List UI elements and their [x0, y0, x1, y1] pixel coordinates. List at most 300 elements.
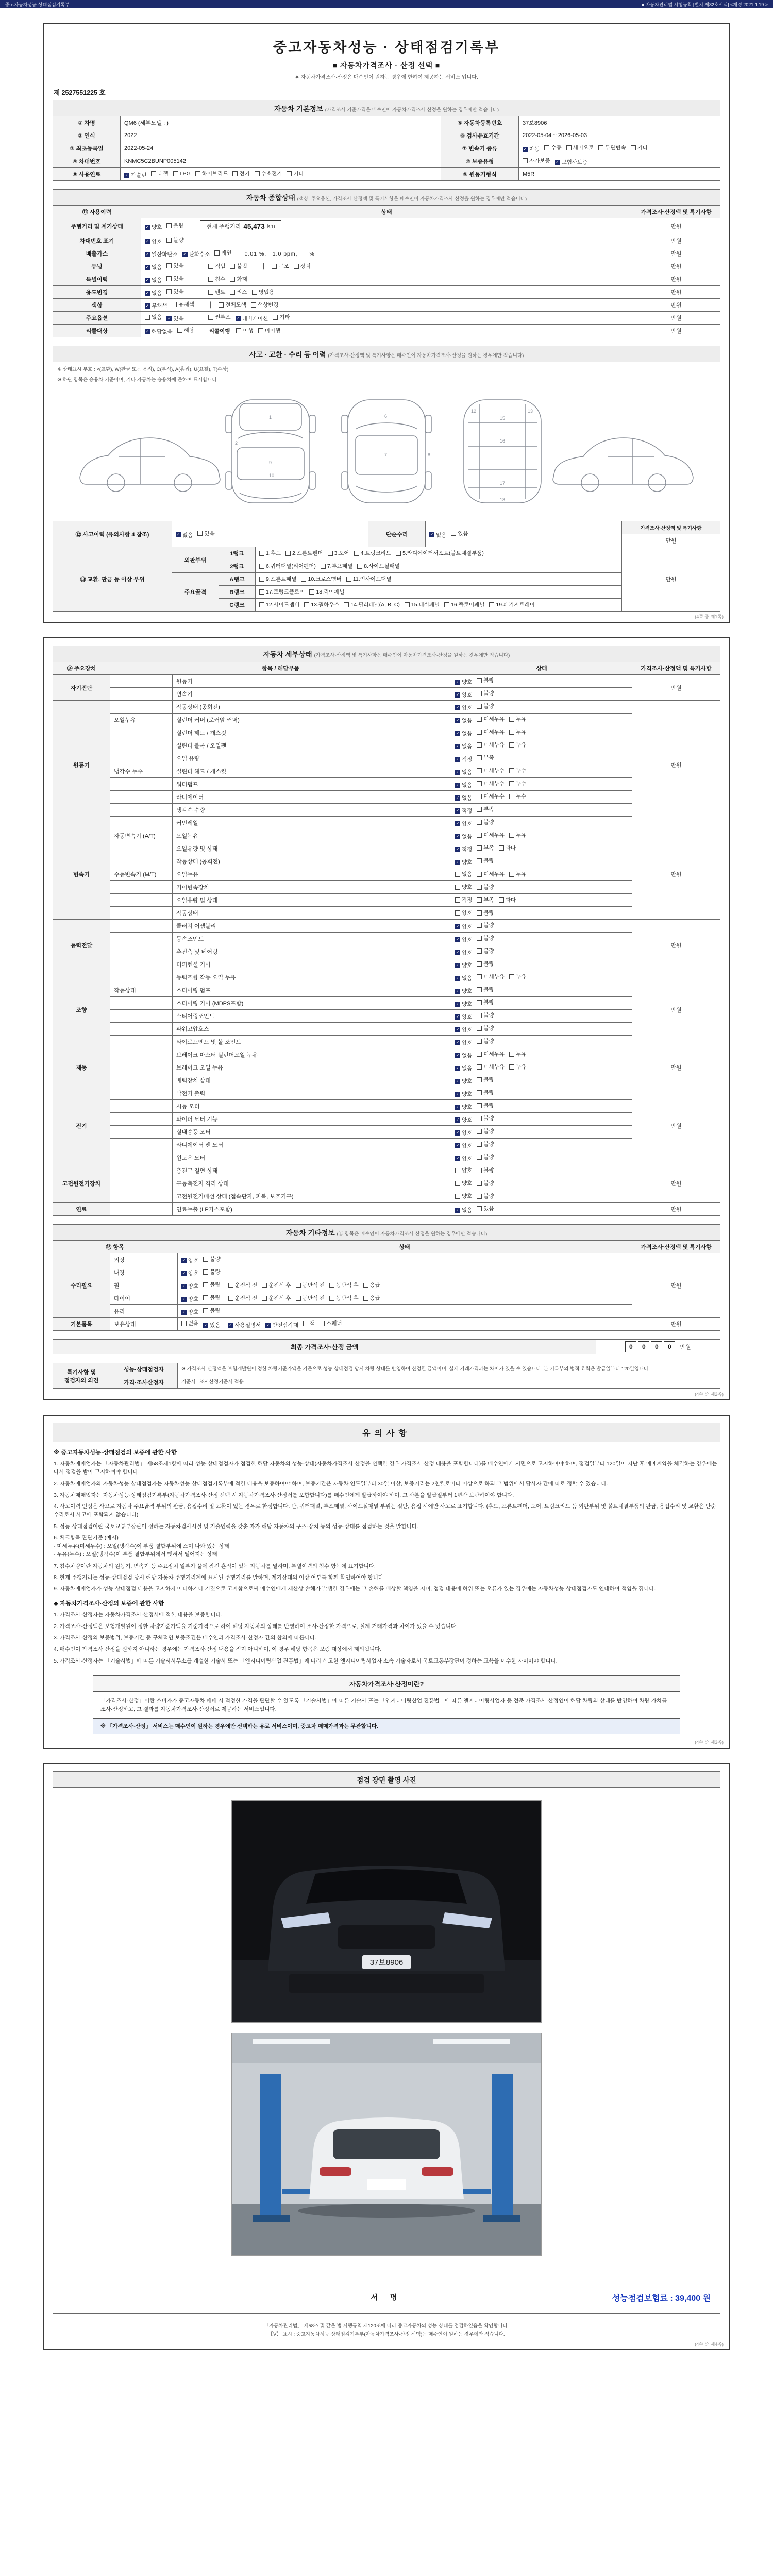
item-state	[178, 1318, 632, 1330]
checkbox-label: 8.사이드실패널	[364, 563, 400, 570]
checkbox-label: 불량	[483, 948, 494, 954]
checkbox-label: 없음	[462, 782, 473, 788]
checkbox	[145, 239, 150, 244]
device-name: 동력전달	[53, 920, 110, 971]
item-group	[110, 1126, 172, 1138]
final-price-label: 최종 가격조사·산정 금액	[53, 1340, 596, 1354]
checkbox-option	[455, 923, 472, 930]
checkbox-label: 12.사이드멤버	[266, 602, 300, 608]
checkbox-label: 이행	[243, 328, 254, 334]
divider: │	[262, 263, 266, 269]
checkbox-label: 1.후드	[266, 550, 281, 557]
checkbox	[477, 678, 482, 683]
checkbox-option	[182, 250, 210, 258]
checkbox-option	[181, 1295, 198, 1303]
item-label: 발전기 출력	[173, 1087, 451, 1099]
checkbox	[203, 1257, 208, 1262]
item-group	[110, 958, 172, 971]
checkbox-option	[455, 820, 472, 827]
device-item-row	[110, 894, 632, 906]
checkbox-option	[477, 1179, 494, 1187]
device-item-row	[110, 1074, 632, 1087]
state-options	[208, 262, 252, 270]
item-label: 디퍼렌셜 기어	[173, 958, 451, 971]
checkbox-option	[236, 315, 268, 323]
item-label: 오일유량 및 상태	[173, 842, 451, 855]
checkbox	[455, 1066, 460, 1071]
checkbox-label: 양호	[462, 1167, 473, 1174]
checkbox-option	[258, 327, 280, 334]
checkbox	[166, 238, 172, 243]
checkbox-option	[232, 170, 249, 177]
checkbox-label: 색상변경	[258, 302, 279, 309]
checkbox-label: 누유	[515, 974, 527, 980]
item-group	[110, 1036, 172, 1048]
item-label: 휠	[110, 1279, 177, 1292]
checkbox	[455, 821, 460, 826]
notice-item: 9. 자동차매매업자가 성능·상태점검 내용을 고지하지 아니하거나 거짓으로 고지함으로써 매수인에게 재산상 손해가 발생한 경우에는 그 손해를 배상할 책임을 지며, 점검 내용에 허위 또는 오류가 있는 경우에는 자동차성능·상태점검자도 연대하여 책임을 집니다.	[54, 1586, 656, 1592]
checkbox-label: 미세누유	[483, 1064, 505, 1070]
footer-line-1: 「자동차관리법」 제58조 및 같은 법 시행규칙 제120조에 따라 중고자동차의 성능·상태를 점검하였음을 확인합니다.	[264, 2323, 509, 2329]
column-header: 항목 / 해당부품	[110, 662, 451, 674]
device-section-row	[53, 701, 720, 829]
checkbox	[296, 1296, 301, 1301]
device-item-row	[110, 714, 632, 726]
svg-text:18: 18	[500, 497, 506, 502]
checkbox-option	[477, 934, 494, 942]
item-state	[451, 933, 632, 945]
checkbox-option	[301, 575, 341, 583]
rank-label: B랭크	[219, 586, 255, 598]
checkbox	[477, 730, 482, 735]
svg-text:6: 6	[384, 414, 388, 419]
field-label: ⑨ 원동기형식	[441, 168, 518, 180]
checkbox-option	[166, 222, 183, 229]
checkbox-label: 불량	[483, 1012, 494, 1019]
state-options	[208, 313, 294, 323]
checkbox-option	[455, 807, 472, 815]
checkbox-label: 7.루프패널	[327, 563, 353, 570]
checkbox-label: 해당	[183, 327, 194, 333]
device-name: 조향	[53, 971, 110, 1048]
item-state	[451, 675, 632, 687]
checkbox-option	[287, 170, 304, 177]
checkbox-label: 10.크로스멤버	[308, 576, 342, 583]
checkbox	[477, 807, 482, 812]
column-header: ⑭ 주요장치	[53, 662, 110, 674]
item-state	[451, 1126, 632, 1138]
price-cell: 만원	[632, 971, 720, 1048]
car-damage-diagram	[67, 387, 706, 516]
checkbox-option	[477, 1037, 494, 1045]
column-header: 가격조사·산정액 및 특기사항	[632, 662, 720, 674]
checkbox	[455, 1181, 460, 1186]
checkbox-label: 미세누유	[483, 1051, 505, 1057]
page-4-block	[43, 1763, 730, 2350]
pricing-info-box	[93, 1675, 680, 1735]
checkbox	[477, 936, 482, 941]
checkbox-label: 6.쿼터패널(리어펜더)	[266, 563, 316, 570]
checkbox-option	[177, 326, 194, 334]
checkbox	[363, 1296, 368, 1301]
rank-items	[256, 599, 621, 611]
checkbox	[455, 860, 460, 865]
checkbox-option	[477, 754, 494, 761]
row-state	[141, 234, 632, 247]
checkbox	[272, 264, 277, 269]
price-digit: 0	[651, 1341, 662, 1352]
column-header: 상태	[177, 1241, 632, 1253]
checkbox-option	[455, 1192, 472, 1200]
checkbox	[219, 302, 224, 308]
field-label: ⑩ 보증유형	[441, 155, 518, 167]
checkbox	[455, 744, 460, 749]
checkbox-option	[203, 1321, 220, 1329]
device-item-row	[110, 1087, 632, 1099]
checkbox-label: 불량	[483, 1193, 494, 1200]
checkbox-label: 19.패키지트레이	[496, 602, 535, 608]
checkbox	[176, 532, 181, 537]
checkbox-label: 양호	[462, 937, 473, 943]
item-state	[451, 726, 632, 739]
checkbox	[477, 742, 482, 748]
section-note-basic: (가격조사 기준가격은 매수인이 자동차가격조사·산정을 원하는 경우에만 적습니다)	[325, 107, 499, 113]
checkbox-option	[566, 144, 594, 151]
checkbox-label: 운전석 후	[268, 1295, 291, 1302]
section-title-etc: 자동차 기타정보	[285, 1229, 335, 1237]
checkbox	[203, 1323, 208, 1328]
item-state	[451, 958, 632, 971]
checkbox-label: 없음	[182, 532, 193, 538]
checkbox	[455, 937, 460, 942]
device-item-row	[110, 971, 632, 984]
checkbox	[455, 897, 460, 903]
checkbox-label: 양호	[462, 962, 473, 969]
checkbox-label: 부족	[483, 897, 494, 904]
checkbox-option	[176, 531, 193, 539]
checkbox-option	[477, 1127, 494, 1135]
device-item-row	[110, 933, 632, 945]
checkbox-label: 기타	[637, 145, 648, 151]
checkbox-option	[455, 1064, 472, 1072]
price-cell: 만원	[632, 701, 720, 829]
checkbox	[509, 768, 514, 773]
row-label: 차대번호 표기	[53, 234, 141, 247]
field-label: ⑧ 사용연료	[53, 168, 120, 180]
device-item-row	[110, 1061, 632, 1074]
item-label: 실린더 커버 (로커암 커버)	[173, 714, 451, 726]
checkbox-label: 양호	[462, 1091, 473, 1097]
checkbox-option	[455, 1179, 472, 1187]
appraiser-label: 가격·조사산정자	[110, 1376, 177, 1388]
price-cell: 만원	[632, 1318, 720, 1330]
item-label: 워터펌프	[173, 778, 451, 790]
item-group	[110, 971, 172, 984]
item-state	[178, 1292, 632, 1304]
checkbox-option	[477, 1050, 505, 1058]
checkbox	[287, 171, 292, 176]
row-panel-exchange	[53, 547, 720, 611]
checkbox-option	[296, 1281, 325, 1289]
item-label: 타이로드엔드 및 볼 조인트	[173, 1036, 451, 1048]
checkbox-option	[477, 857, 494, 865]
checkbox-option	[555, 158, 588, 166]
item-label: 실린더 헤드 / 개스킷	[173, 765, 451, 777]
item-group	[110, 1010, 172, 1022]
checkbox-label: 적법	[215, 263, 226, 270]
checkbox-option	[455, 1155, 472, 1162]
item-label: 작동상태 (공회전)	[173, 855, 451, 868]
item-group	[110, 739, 172, 752]
item-state	[451, 984, 632, 996]
item-state	[451, 817, 632, 829]
item-group: 수동변속기 (M/T)	[110, 868, 172, 880]
checkbox-option	[455, 678, 472, 686]
notice-items-1	[53, 1460, 720, 1593]
row-state	[141, 325, 632, 337]
checkbox	[203, 1295, 208, 1300]
item-label: 오일 유량	[173, 752, 451, 765]
checkbox-option	[455, 781, 472, 789]
checkbox-label: 매연	[221, 250, 232, 256]
checkbox-label: 16.플로어패널	[451, 602, 485, 608]
checkbox	[489, 602, 494, 607]
checkbox-option	[145, 238, 162, 245]
emission-values: 0.01 %, 1.0 ppm, %	[244, 250, 315, 257]
etc-section-row	[53, 1253, 720, 1317]
item-label: 작동상태	[173, 907, 451, 919]
item-label: 클러치 어셈블리	[173, 920, 451, 932]
checkbox	[309, 589, 314, 595]
car-diagram-wrap	[53, 383, 720, 521]
checkbox	[145, 291, 150, 296]
notice-item: 1. 가격조사·산정자는 자동차가격조사·산정서에 적힌 내용을 보증합니다.	[54, 1612, 223, 1618]
checkbox-label: 불량	[483, 677, 494, 684]
checkbox	[455, 680, 460, 685]
device-item-row	[110, 1139, 632, 1151]
checkbox-option	[251, 301, 279, 309]
checkbox-option	[477, 1101, 494, 1109]
svg-text:17: 17	[500, 481, 506, 486]
checkbox-label: 부족	[483, 806, 494, 812]
item-label: 브레이크 오일 누유	[173, 1061, 451, 1074]
field-value-fuel	[121, 168, 441, 180]
section-note-detail: (가격조사·산정액 및 특기사항은 매수인이 자동차가격조사·산정을 원하는 경우에만 적습니다)	[314, 653, 510, 658]
checkbox-label: 불량	[210, 1308, 221, 1314]
checkbox-option	[477, 728, 505, 736]
item-group	[110, 726, 172, 739]
checkbox-label: 무단변속	[605, 145, 626, 151]
column-header: 가격조사·산정액 및 특기사항	[632, 206, 720, 218]
checkbox-label: 양호	[462, 924, 473, 930]
checkbox-option	[455, 883, 472, 891]
row-label: 배출가스	[53, 247, 141, 260]
item-state	[451, 1061, 632, 1074]
checkbox-label: 운전석 후	[268, 1282, 291, 1289]
checkbox-label: 5.라디에이터서포트(볼트체결부품)	[402, 550, 484, 557]
item-group	[110, 842, 172, 855]
simple-repair-label: 단순수리	[368, 521, 425, 547]
item-state	[451, 765, 632, 777]
item-state	[451, 1048, 632, 1061]
checkbox	[208, 315, 213, 320]
checkbox-option	[455, 1129, 472, 1137]
checkbox-option	[208, 288, 225, 296]
accident-history-section	[53, 362, 720, 612]
checkbox-label: 적정	[462, 897, 473, 904]
mileage-prefix: 현재 주행거리	[206, 224, 241, 230]
checkbox	[477, 1168, 482, 1173]
row-accident-history	[53, 521, 720, 547]
checkbox	[251, 302, 256, 308]
checkbox	[455, 885, 460, 890]
checkbox-label: 불량	[483, 1167, 494, 1174]
checkbox	[455, 1079, 460, 1084]
checkbox-label: 누수	[515, 768, 527, 774]
checkbox-option	[477, 896, 494, 904]
main-frame-label: 주요골격	[172, 573, 219, 611]
checkbox-label: 양호	[152, 239, 162, 245]
checkbox	[259, 602, 264, 607]
item-group	[110, 1061, 172, 1074]
price-digit: 0	[625, 1341, 636, 1352]
checkbox	[499, 845, 504, 851]
checkbox-label: 불량	[483, 703, 494, 709]
checkbox-option	[509, 831, 526, 839]
device-item-row	[110, 829, 632, 842]
page-3-block	[43, 1415, 730, 1749]
checkbox-option	[455, 1166, 472, 1174]
notice-title: 유의사항	[53, 1423, 720, 1442]
checkbox-label: 디젤	[158, 171, 169, 177]
checkbox-option	[259, 549, 281, 557]
checkbox	[145, 225, 150, 230]
checkbox-option	[181, 1269, 198, 1277]
rank-label: C랭크	[219, 599, 255, 611]
item-state	[451, 1010, 632, 1022]
checkbox	[455, 963, 460, 968]
checkbox-option	[455, 704, 472, 711]
item-group	[110, 1151, 172, 1164]
item-group	[110, 1023, 172, 1035]
checkbox	[631, 145, 636, 150]
checkbox	[195, 171, 200, 176]
checkbox-option	[363, 1281, 380, 1289]
signature-label: 서 명	[371, 2293, 402, 2302]
checkbox	[396, 551, 401, 556]
checkbox-option	[230, 262, 247, 270]
checkbox	[455, 718, 460, 723]
checkbox-option	[259, 562, 316, 570]
device-name: 제동	[53, 1048, 110, 1087]
checkbox-label: 18.리어패널	[316, 589, 345, 596]
field-value-warranty-type	[519, 155, 720, 167]
device-item-row	[110, 958, 632, 971]
svg-text:7: 7	[384, 452, 388, 457]
device-item-row	[110, 804, 632, 816]
checkbox	[145, 265, 150, 270]
item-state	[451, 739, 632, 752]
item-state	[451, 945, 632, 958]
checkbox-option	[477, 741, 505, 749]
state-options	[145, 222, 189, 231]
checkbox-option	[145, 302, 167, 310]
checkbox	[477, 704, 482, 709]
checkbox-label: 있음	[173, 289, 184, 295]
checkbox	[124, 173, 129, 178]
checkbox	[455, 1027, 460, 1032]
checkbox-option	[523, 157, 550, 164]
divider: │	[209, 302, 213, 308]
row-label: 주요옵션	[53, 312, 141, 324]
top-bar	[0, 0, 773, 8]
item-label: 윈도우 모터	[173, 1151, 451, 1164]
row-state	[141, 286, 632, 298]
checkbox	[477, 1013, 482, 1018]
svg-text:8: 8	[428, 452, 431, 457]
mileage-value: 45,473	[243, 222, 265, 230]
checkbox	[455, 692, 460, 698]
checkbox-label: 양호	[462, 1143, 473, 1149]
checkbox-label: 유채색	[178, 301, 194, 308]
checkbox-option	[166, 236, 183, 244]
row-state	[141, 312, 632, 324]
checkbox-option	[455, 948, 472, 956]
checkbox-option	[145, 223, 162, 231]
item-state	[451, 1023, 632, 1035]
checkbox-label: 미이행	[264, 328, 281, 334]
device-item-row	[110, 765, 632, 777]
checkbox	[230, 277, 235, 282]
checkbox-label: 있음	[210, 1322, 221, 1328]
checkbox-label: 양호	[462, 679, 473, 685]
footer-line-2: 【V】 표시 : 중고자동차성능·상태점검기록부(자동차가격조사·산정 선택)는 매수인이 원하는 경우에만 적습니다.	[268, 2331, 505, 2337]
checkbox-option	[228, 1294, 258, 1302]
checkbox-label: 불법	[237, 263, 247, 270]
checkbox	[259, 551, 264, 556]
checkbox	[455, 808, 460, 814]
device-item-row	[110, 920, 632, 932]
checkbox	[346, 577, 351, 582]
price-cell: 만원	[632, 273, 720, 285]
basic-row-2	[53, 129, 720, 142]
checkbox-option	[230, 288, 247, 296]
checkbox	[477, 872, 482, 877]
field-value-engine-type: M5R	[519, 168, 720, 180]
checkbox	[177, 328, 182, 333]
checkbox-label: 불량	[483, 935, 494, 941]
checkbox-option	[509, 767, 526, 774]
checkbox-label: 불량	[483, 1090, 494, 1096]
checkbox	[181, 1297, 187, 1302]
item-label: 기어변속장치	[173, 881, 451, 893]
checkbox-label: 없음	[462, 834, 473, 840]
device-item-row	[110, 817, 632, 829]
checkbox-label: 전체도색	[225, 302, 247, 309]
checkbox-label: 불량	[483, 1115, 494, 1122]
checkbox-label: 보험사보증	[561, 159, 588, 165]
checkbox-option	[151, 170, 168, 177]
device-section-row	[53, 1164, 720, 1202]
checkbox-label: 운전석 전	[234, 1282, 258, 1289]
checkbox-option	[236, 327, 253, 334]
section-title-basic: 자동차 기본정보	[274, 105, 323, 113]
item-group	[110, 778, 172, 790]
inspection-photo-lift	[231, 2033, 542, 2256]
row-label: ⑫ 사고이력 (유의사항 4 참조)	[53, 521, 172, 547]
checkbox-label: 렌트	[215, 289, 226, 296]
checkbox-label: 해당없음	[152, 329, 173, 335]
